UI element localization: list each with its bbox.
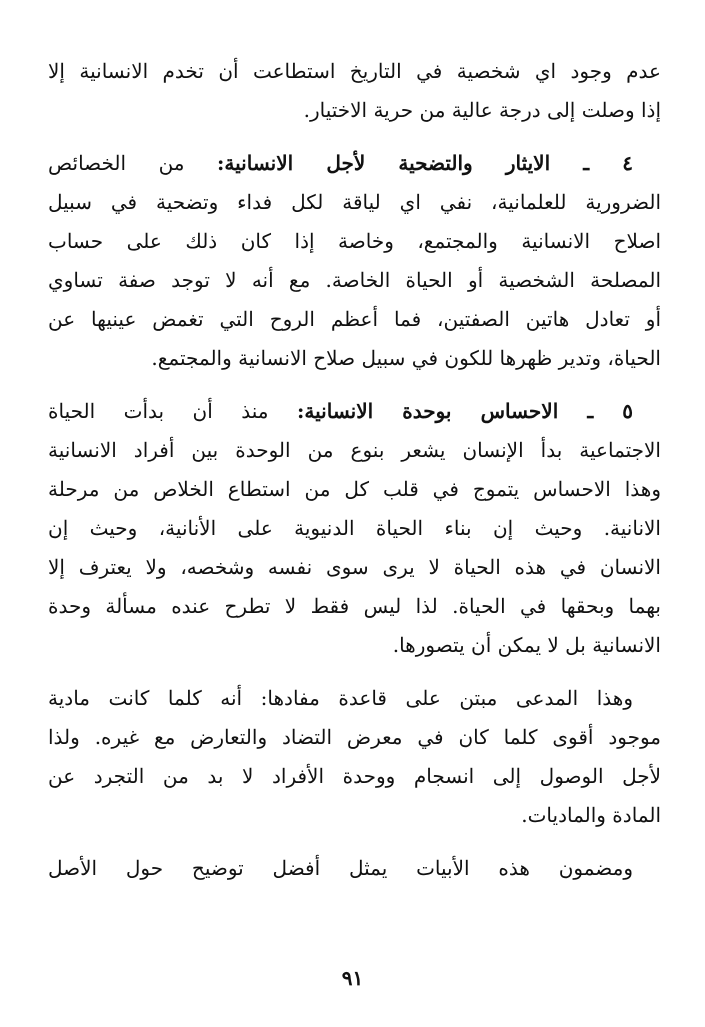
text-line: المصلحة الشخصية أو الحياة الخاصة. مع أنه لا توجد صفة تساوي <box>48 268 661 292</box>
text-line <box>48 144 661 183</box>
text-line <box>48 392 661 431</box>
page-body <box>48 52 661 888</box>
text-line: وهذا المدعى مبتن على قاعدة مفادها: أنه كلما كانت مادية <box>48 686 633 710</box>
text-line: لأجل الوصول إلى انسجام ووحدة الأفراد لا بد من التجرد عن <box>48 764 661 788</box>
page-number: ٩١ <box>341 966 364 990</box>
text-line: الانسان في هذه الحياة لا يرى سوى نفسه وشخصه، ولا يعترف إلا <box>48 555 661 579</box>
text-line: الانسانية بل لا يمكن أن يتصورها. <box>392 633 661 657</box>
text-line: بهما وبحقها في الحياة. لذا ليس فقط لا تطرح عنده مسألة وحدة <box>48 594 661 618</box>
text-line: إذا وصلت إلى درجة عالية من حرية الاختيار. <box>303 98 661 122</box>
text-fragment: من الخصائص <box>48 151 185 175</box>
text-line: ومضمون هذه الأبيات يمثل أفضل توضيح حول الأصل <box>48 856 633 880</box>
section-heading-humanity-unity: ٥ ـ الاحساس بوحدة الانسانية: <box>297 399 634 423</box>
text-line: عدم وجود اي شخصية في التاريخ استطاعت أن تخدم الانسانية إلا <box>48 59 661 83</box>
text-line: الانانية. وحيث إن بناء الحياة الدنيوية على الأنانية، وحيث إن <box>48 516 661 540</box>
text-line: الاجتماعية بدأ الإنسان يشعر بنوع من الوحدة بين أفراد الانسانية <box>48 438 661 462</box>
paragraph-5 <box>48 849 661 888</box>
text-fragment: منذ أن بدأت الحياة <box>48 399 269 423</box>
text-line: المادة والماديات. <box>521 803 661 827</box>
text-line: أو تعادل هاتين الصفتين، فما أعظم الروح التي تغمض عينيها عن <box>48 307 661 331</box>
text-line: الحياة، وتدير ظهرها للكون في سبيل صلاح الانسانية والمجتمع. <box>151 346 661 370</box>
section-heading-altruism: ٤ ـ الايثار والتضحية لأجل الانسانية: <box>217 151 633 175</box>
paragraph-3 <box>48 392 661 665</box>
text-line: الضرورية للعلمانية، نفي اي لياقة لكل فداء وتضحية في سبيل <box>48 190 661 214</box>
paragraph-2 <box>48 144 661 378</box>
paragraph-1 <box>48 52 661 130</box>
text-line: اصلاح الانسانية والمجتمع، وخاصة إذا كان ذلك على حساب <box>48 229 661 253</box>
text-line: وهذا الاحساس يتموج في قلب كل من استطاع الخلاص من مرحلة <box>48 477 661 501</box>
text-line: موجود أقوى كلما كان في معرض التضاد والتعارض مع غيره. ولذا <box>48 725 661 749</box>
paragraph-4 <box>48 679 661 835</box>
